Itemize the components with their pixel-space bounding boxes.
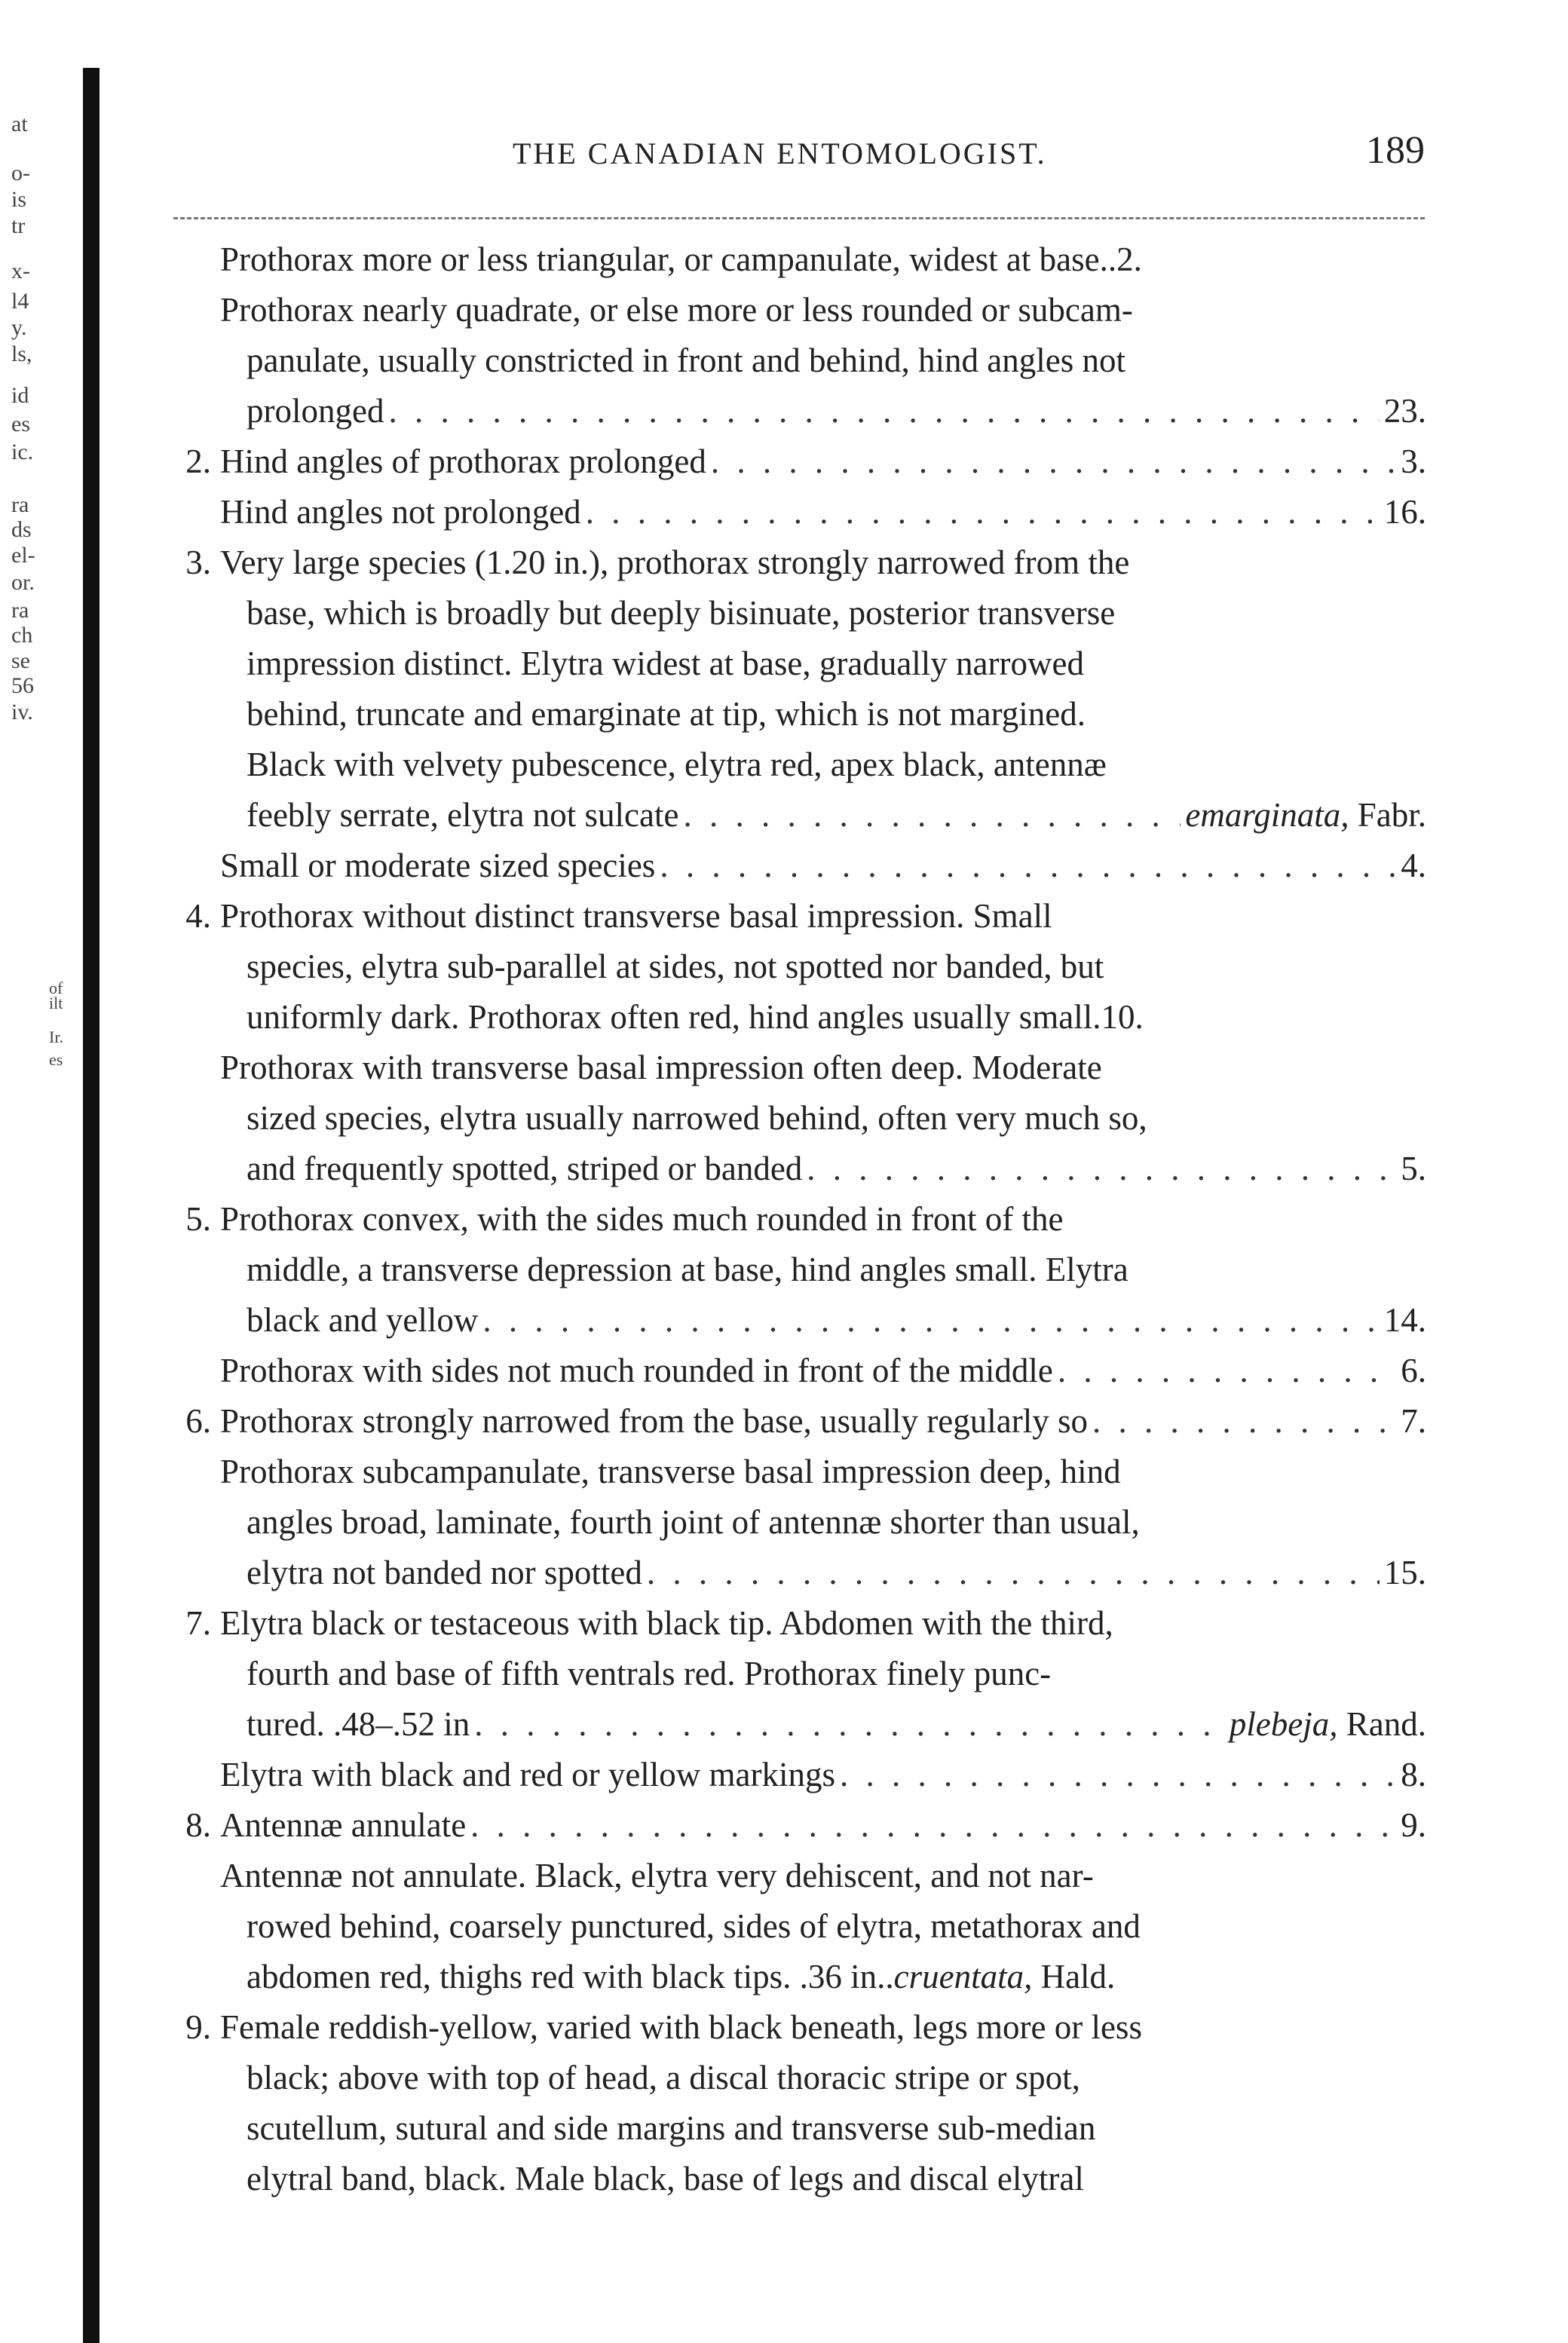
- key-entry: [166, 1199, 1426, 1351]
- key-text: species, elytra sub-parallel at sides, not spotted nor banded, but: [247, 948, 1104, 985]
- gutter-text: is: [11, 187, 27, 212]
- key-entry: [166, 1805, 1426, 1856]
- key-text: fourth and base of fifth ventrals red. Prothorax finely punc-: [247, 1655, 1052, 1692]
- gutter-text: or.: [11, 570, 35, 595]
- key-lead: 4.: [1401, 847, 1426, 884]
- gutter-text: iv.: [11, 700, 33, 724]
- gutter-text: o-: [11, 161, 30, 185]
- gutter-text: x-: [11, 259, 30, 283]
- species-name: plebeja,: [1229, 1705, 1338, 1743]
- couplet-number: 6.: [185, 1402, 211, 1440]
- key-text: Prothorax with transverse basal impression often deep. Moderate: [220, 1049, 1102, 1086]
- key-lead: 10.: [1101, 998, 1144, 1036]
- running-header: [219, 128, 1425, 173]
- leader-dots: [388, 391, 1379, 430]
- key-text: Prothorax more or less triangular, or campanulate, widest at base: [220, 240, 1100, 278]
- key-text: black; above with top of head, a discal thoracic stripe or spot,: [247, 2059, 1080, 2096]
- key-text: Prothorax without distinct transverse basal impression. Small: [220, 897, 1052, 935]
- gutter-text: at: [11, 112, 28, 136]
- key-entry: [166, 1351, 1426, 1401]
- key-text: Hind angles of prothorax prolonged: [220, 443, 706, 480]
- couplet-number: 7.: [185, 1604, 211, 1642]
- key-entry: [166, 240, 1426, 290]
- key-lead: ..2.: [1099, 240, 1142, 278]
- gutter-text: Ir.: [49, 1028, 63, 1046]
- key-entry: [166, 1452, 1426, 1603]
- key-entry: [166, 1603, 1426, 1755]
- gutter-text: 56: [11, 673, 34, 698]
- key-entry: [166, 896, 1426, 1048]
- gutter-fragments: [0, 0, 83, 2343]
- key-text: Elytra with black and red or yellow markings: [220, 1756, 836, 1793]
- couplet-number: 2.: [185, 443, 211, 480]
- gutter-text: l4: [11, 289, 29, 314]
- leader-dots: [711, 442, 1396, 481]
- key-text: Prothorax convex, with the sides much rounded in front of the: [220, 1200, 1064, 1238]
- species-author: Fabr.: [1357, 796, 1426, 834]
- key-lead: 3.: [1401, 443, 1426, 480]
- key-entry: [166, 2008, 1426, 2210]
- key-lead: 9.: [1401, 1806, 1426, 1844]
- gutter-text: ls,: [11, 341, 32, 366]
- header-rule: [173, 217, 1425, 219]
- key-text: Female reddish-yellow, varied with black beneath, legs more or less: [220, 2008, 1142, 2046]
- key-text: rowed behind, coarsely punctured, sides of elytra, metathorax and: [247, 1907, 1141, 1945]
- key-text: feebly serrate, elytra not sulcate: [247, 796, 679, 834]
- leader-dots: [1092, 1401, 1396, 1441]
- running-title: THE CANADIAN ENTOMOLOGIST.: [513, 136, 1047, 170]
- gutter-text: y.: [11, 315, 27, 340]
- couplet-number: 4.: [185, 897, 211, 935]
- key-lead: 7.: [1401, 1402, 1426, 1440]
- key-text: Antennæ not annulate. Black, elytra very dehiscent, and not nar-: [220, 1857, 1094, 1894]
- key-text: black and yellow: [247, 1301, 479, 1339]
- gutter-text: ic.: [11, 440, 34, 464]
- gutter-text: es: [11, 412, 30, 436]
- key-text: prolonged: [247, 392, 384, 430]
- key-entry: [166, 290, 1426, 442]
- leader-dots: [647, 1553, 1380, 1592]
- key-text: Antennæ annulate: [220, 1806, 467, 1844]
- key-lead: 8.: [1401, 1756, 1426, 1793]
- key-text: angles broad, laminate, fourth joint of antennæ shorter than usual,: [247, 1503, 1140, 1541]
- key-text: Elytra black or testaceous with black tip. Abdomen with the third,: [220, 1604, 1113, 1642]
- gutter-text: tr: [11, 213, 26, 238]
- couplet-number: 8.: [185, 1806, 211, 1844]
- key-text: impression distinct. Elytra widest at base, gradually narrowed: [247, 645, 1084, 682]
- leader-dots: [470, 1805, 1396, 1845]
- key-entry: [166, 442, 1426, 492]
- species-name: cruentata,: [893, 1958, 1033, 1995]
- leader-dots: [840, 1755, 1396, 1794]
- key-text: scutellum, sutural and side margins and transverse sub-median: [247, 2109, 1096, 2147]
- dichotomous-key: [166, 240, 1426, 2210]
- gutter-text: id: [11, 383, 29, 408]
- key-text: sized species, elytra usually narrowed behind, often very much so,: [247, 1099, 1147, 1137]
- key-text: behind, truncate and emarginate at tip, which is not margined.: [247, 695, 1086, 733]
- key-entry: [166, 543, 1426, 846]
- key-lead: 14.: [1383, 1301, 1426, 1339]
- key-lead: 15.: [1383, 1554, 1426, 1591]
- key-text: uniformly dark. Prothorax often red, hind angles usually small.: [247, 998, 1101, 1036]
- key-lead: 16.: [1383, 493, 1426, 531]
- gutter-text: se: [11, 648, 30, 673]
- key-entry: [166, 1048, 1426, 1199]
- key-text: Prothorax with sides not much rounded in front of the middle: [220, 1352, 1053, 1389]
- key-text: and frequently spotted, striped or banded: [247, 1150, 803, 1187]
- binding-shadow: [83, 68, 100, 2343]
- leader-dots: [660, 846, 1396, 885]
- key-text: elytral band, black. Male black, base of legs and discal elytral: [247, 2160, 1084, 2198]
- key-text: tured. .48–.52 in: [247, 1705, 470, 1743]
- key-entry: [166, 846, 1426, 896]
- key-text: abdomen red, thighs red with black tips. .36 in: [247, 1958, 877, 1995]
- gutter-text: ra: [11, 598, 29, 623]
- couplet-number: 3.: [185, 544, 211, 581]
- species-author: Rand.: [1346, 1705, 1426, 1743]
- leader-dots: [586, 492, 1380, 531]
- couplet-number: 5.: [185, 1200, 211, 1238]
- species-name: emarginata,: [1185, 796, 1349, 834]
- species-author: Hald.: [1040, 1958, 1116, 1995]
- page-number: 189: [1366, 129, 1425, 172]
- leader-dots: [1058, 1351, 1396, 1390]
- leader-dots: [474, 1704, 1225, 1744]
- gutter-text: ch: [11, 623, 33, 648]
- couplet-number: 9.: [185, 2008, 211, 2046]
- gutter-text: ilt: [49, 994, 63, 1012]
- key-text: middle, a transverse depression at base, hind angles small. Elytra: [247, 1251, 1129, 1288]
- key-lead: 6.: [1401, 1352, 1426, 1389]
- gutter-text: el-: [11, 543, 35, 568]
- key-text: Very large species (1.20 in.), prothorax strongly narrowed from the: [220, 544, 1130, 581]
- key-text: panulate, usually constricted in front and behind, hind angles not: [247, 341, 1125, 379]
- key-text: base, which is broadly but deeply bisinuate, posterior transverse: [247, 594, 1116, 632]
- leader-dots: [683, 795, 1181, 835]
- leader-dots: [807, 1149, 1396, 1188]
- key-text: elytra not banded nor spotted: [247, 1554, 642, 1591]
- key-text: Prothorax nearly quadrate, or else more or less rounded or subcam-: [220, 291, 1133, 329]
- gutter-text: ds: [11, 517, 32, 542]
- key-entry: [166, 1856, 1426, 2008]
- key-text: Hind angles not prolonged: [220, 493, 581, 531]
- key-text: Prothorax strongly narrowed from the base, usually regularly so: [220, 1402, 1088, 1440]
- key-text: Prothorax subcampanulate, transverse basal impression deep, hind: [220, 1453, 1121, 1490]
- key-lead: 5.: [1401, 1150, 1426, 1187]
- key-entry: [166, 1755, 1426, 1805]
- key-text: Black with velvety pubescence, elytra red, apex black, antennæ: [247, 746, 1107, 783]
- key-entry: [166, 492, 1426, 543]
- leader-dots: ..: [877, 1958, 894, 1995]
- gutter-text: of: [49, 979, 63, 997]
- gutter-text: ra: [11, 492, 29, 517]
- gutter-text: es: [49, 1050, 63, 1069]
- leader-dots: [482, 1300, 1379, 1340]
- key-lead: 23.: [1383, 392, 1426, 430]
- key-text: Small or moderate sized species: [220, 847, 656, 884]
- key-entry: [166, 1401, 1426, 1452]
